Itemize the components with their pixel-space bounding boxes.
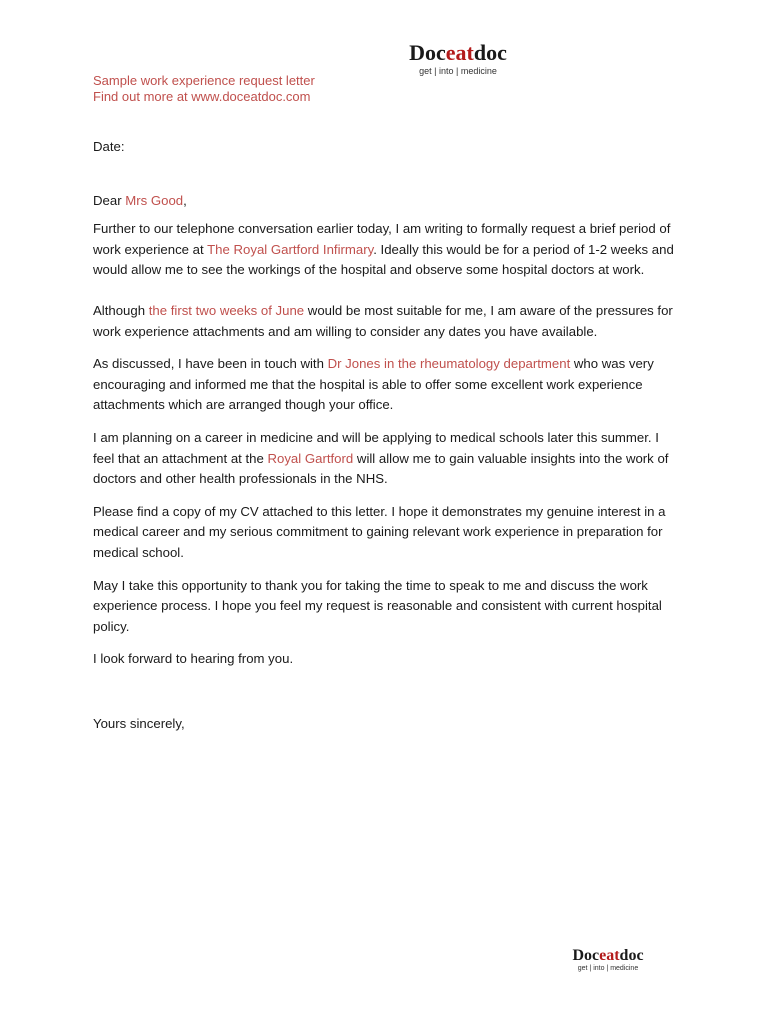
brand-name-part: doc xyxy=(619,947,644,964)
date-label: Date: xyxy=(93,139,125,154)
brand-name-accent: eat xyxy=(599,947,620,964)
recipient-name: Mrs Good xyxy=(125,192,184,208)
paragraph-text: As discussed, I have been in touch with xyxy=(93,356,328,372)
closing: Yours sincerely, xyxy=(93,715,185,731)
header-note xyxy=(93,73,315,105)
brand-name-part: Doc xyxy=(409,40,446,65)
brand-wordmark xyxy=(383,40,533,66)
hospital-name: The Royal Gartford Infirmary xyxy=(207,241,374,257)
paragraph-7: I look forward to hearing from you. xyxy=(93,651,294,667)
paragraph-2 xyxy=(93,301,683,342)
paragraph-5: Please find a copy of my CV attached to this letter. I hope it demonstrates my genuine interest in a medical career and my serious commitment to gaining relevant work experience in preparation for medical school. xyxy=(93,503,666,560)
brand-wordmark xyxy=(560,946,656,965)
brand-name-accent: eat xyxy=(445,40,474,65)
paragraph-text: Although xyxy=(93,302,149,318)
paragraph-4 xyxy=(93,428,683,490)
contact-doctor: Dr Jones in the rheumatology department xyxy=(327,356,571,372)
salutation xyxy=(93,191,683,212)
paragraph-text: would be most suitable for me, I am aware of the pressures for work experience attachments and am willing to consider any dates you have available. xyxy=(93,302,673,339)
paragraph-text: will allow me to gain valuable insights into the work of doctors and other health professionals in the NHS. xyxy=(93,450,669,487)
header-note-link: Find out more at www.doceatdoc.com xyxy=(93,89,311,104)
paragraph-3 xyxy=(93,354,683,416)
brand-logo-top xyxy=(383,40,533,76)
brand-logo-bottom xyxy=(560,946,656,973)
paragraph-text: I am planning on a career in medicine and will be applying to medical schools later this summer. I feel that an attachment at the xyxy=(93,429,659,466)
paragraph-text: Further to our telephone conversation earlier today, I am writing to formally request a brief period of work experience at xyxy=(93,221,671,257)
salutation-suffix: , xyxy=(183,192,187,208)
preferred-dates: the first two weeks of June xyxy=(148,302,305,318)
brand-name-part: Doc xyxy=(572,947,600,964)
brand-name-part: doc xyxy=(473,40,507,65)
brand-tagline: get | into | medicine xyxy=(577,965,639,972)
paragraph-text: who was very encouraging and informed me that the hospital is able to offer some excellent work experience attachments which are arranged though your office. xyxy=(93,356,654,413)
brand-tagline: get | into | medicine xyxy=(419,66,497,76)
paragraph-6: May I take this opportunity to thank you for taking the time to speak to me and discuss the work experience process. I hope you feel my request is reasonable and consistent with current hospital policy. xyxy=(93,577,662,634)
paragraph-1 xyxy=(93,219,683,281)
paragraph-text: . Ideally this would be for a period of 1-2 weeks and would allow me to see the workings of the hospital and observe some hospital doctors at work. xyxy=(93,241,674,278)
letter-body xyxy=(93,137,683,734)
salutation-prefix: Dear xyxy=(93,192,126,208)
header-note-title: Sample work experience request letter xyxy=(93,73,315,88)
hospital-short-name: Royal Gartford xyxy=(267,450,354,466)
